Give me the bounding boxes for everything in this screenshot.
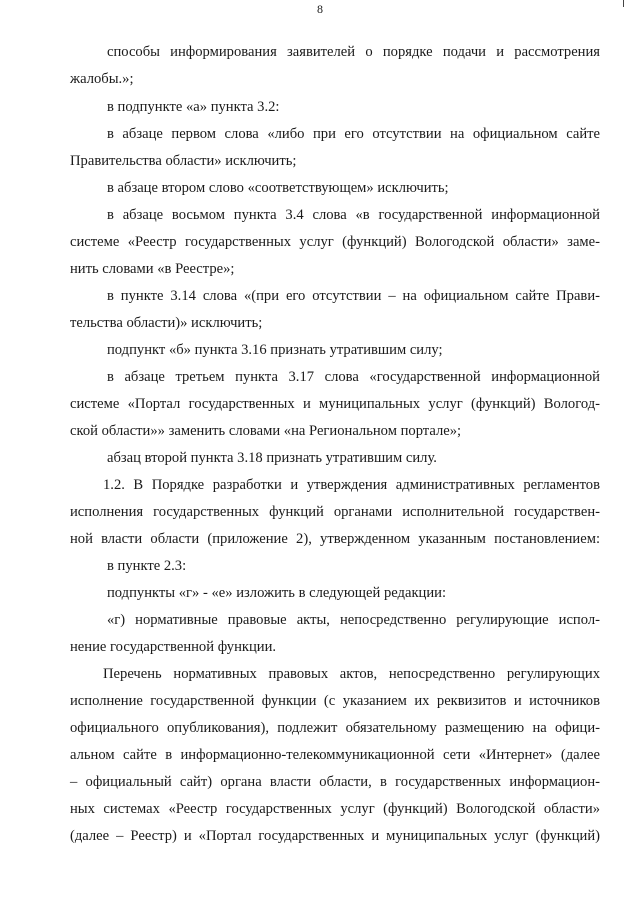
text-line: исполнения государственных функций органами исполнительной государствен- <box>70 504 600 520</box>
text-line: альном сайте в информационно-телекоммуникационной сети «Интернет» (далее <box>70 747 600 763</box>
text-line: в пункте 2.3: <box>107 558 187 574</box>
text-line: официального опубликования), подлежит обязательному размещению на офици- <box>70 720 600 736</box>
text-line: ской области»» заменить словами «на Региональном портале»; <box>70 423 462 439</box>
text-line: способы информирования заявителей о порядке подачи и рассмотрения <box>107 44 600 60</box>
text-line: системе «Реестр государственных услуг (функций) Вологодской области» заме- <box>70 234 600 250</box>
text-line: 1.2. В Порядке разработки и утверждения административных регламентов <box>103 477 600 493</box>
text-line: в абзаце третьем пункта 3.17 слова «государственной информационной <box>107 369 600 385</box>
text-line: – официальный сайт) органа власти области, в государственных информацион- <box>70 774 600 790</box>
text-line: подпункт «б» пункта 3.16 признать утратившим силу; <box>107 342 443 358</box>
text-line: ных системах «Реестр государственных услуг (функций) Вологодской области» <box>70 801 600 817</box>
text-line: жалобы.»; <box>70 71 134 87</box>
text-line: в абзаце восьмом пункта 3.4 слова «в государственной информационной <box>107 207 600 223</box>
text-line: системе «Портал государственных и муниципальных услуг (функций) Вологод- <box>70 396 600 412</box>
text-line: в абзаце втором слово «соответствующем» исключить; <box>107 180 449 196</box>
page-edge-mark <box>623 0 624 7</box>
text-line: Перечень нормативных правовых актов, непосредственно регулирующих <box>103 666 600 682</box>
text-line: ной власти области (приложение 2), утвержденном указанным постановлением: <box>70 531 600 547</box>
text-line: «г) нормативные правовые акты, непосредственно регулирующие испол- <box>107 612 600 628</box>
text-line: исполнение государственной функции (с указанием их реквизитов и источников <box>70 693 600 709</box>
text-line: Правительства области» исключить; <box>70 153 297 169</box>
text-line: подпункты «г» - «е» изложить в следующей редакции: <box>107 585 447 601</box>
text-line: нить словами «в Реестре»; <box>70 261 235 277</box>
text-line: (далее – Реестр) и «Портал государственных и муниципальных услуг (функций) <box>70 828 600 844</box>
text-line: в абзаце первом слова «либо при его отсутствии на официальном сайте <box>107 126 600 142</box>
text-line: в пункте 3.14 слова «(при его отсутствии – на официальном сайте Прави- <box>107 288 600 304</box>
page-number: 8 <box>317 2 323 16</box>
text-line: тельства области)» исключить; <box>70 315 263 331</box>
text-line: абзац второй пункта 3.18 признать утратившим силу. <box>107 450 437 466</box>
text-line: нение государственной функции. <box>70 639 277 655</box>
text-line: в подпункте «а» пункта 3.2: <box>107 99 280 115</box>
